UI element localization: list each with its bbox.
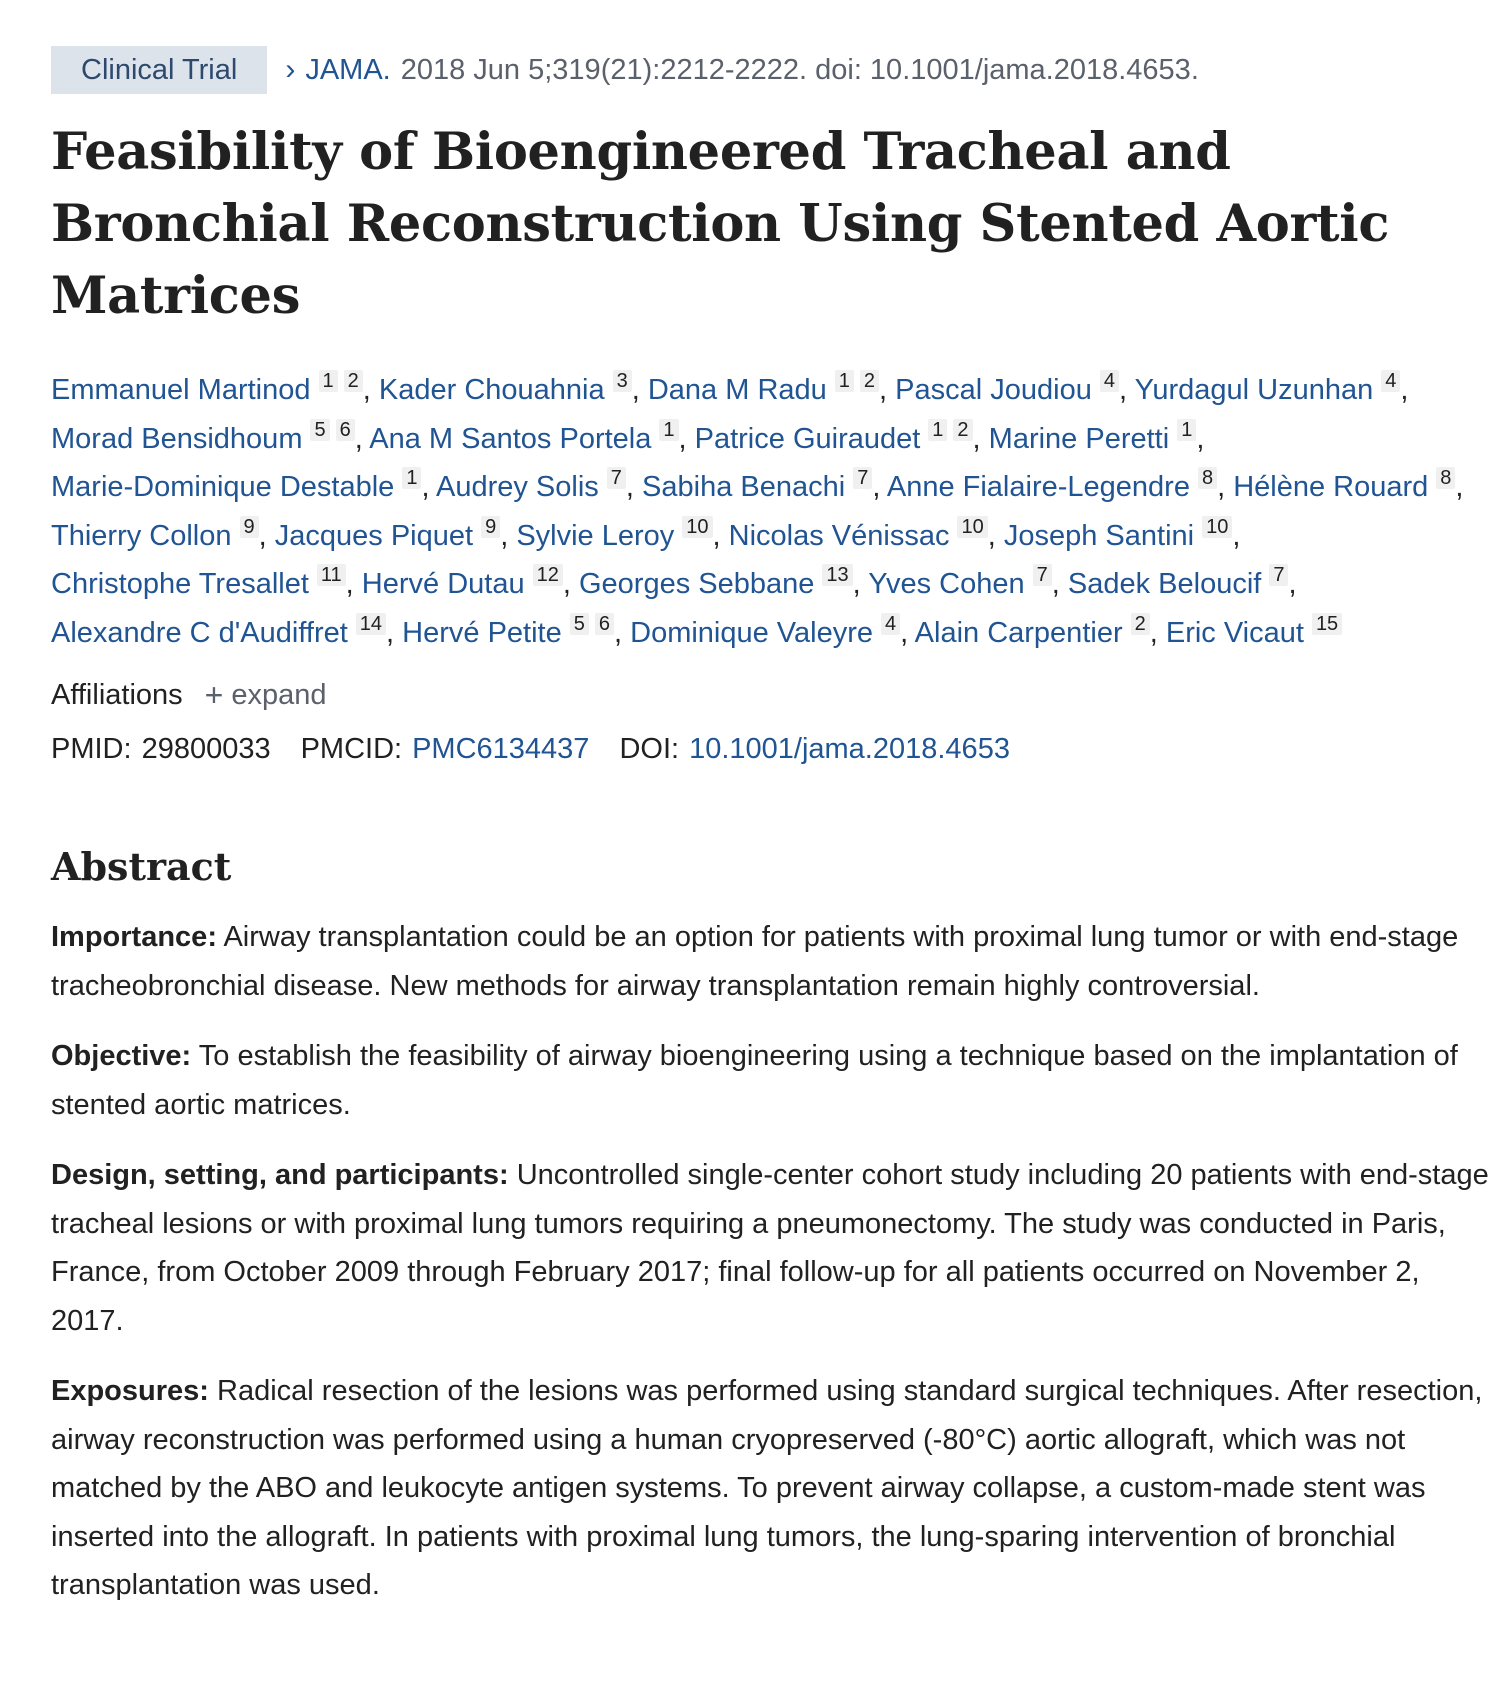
- author-separator: ,: [678, 422, 687, 455]
- author-separator: ,: [258, 519, 267, 552]
- author-link[interactable]: Hélène Rouard: [1233, 471, 1429, 503]
- affiliation-number[interactable]: 2: [953, 419, 972, 441]
- author-link[interactable]: Sylvie Leroy: [516, 519, 675, 552]
- author-separator: ,: [987, 519, 996, 552]
- abstract-heading: Abstract: [51, 844, 232, 889]
- author-link[interactable]: Dominique Valeyre: [630, 616, 873, 649]
- journal-link[interactable]: JAMA.: [305, 53, 391, 86]
- author-item: [694, 418, 981, 455]
- author-separator: ,: [1288, 568, 1297, 600]
- author-separator: ,: [879, 374, 888, 406]
- author-separator: ,: [1455, 471, 1464, 503]
- affiliation-number[interactable]: 7: [853, 467, 872, 489]
- author-link[interactable]: Joseph Santini: [1003, 519, 1195, 552]
- pmid-value: 29800033: [141, 732, 271, 765]
- author-link[interactable]: Anne Fialaire-Legendre: [886, 471, 1190, 503]
- author-link[interactable]: Eric Vicaut: [1165, 616, 1304, 649]
- affiliation-number[interactable]: 3: [613, 370, 632, 392]
- author-item: [51, 612, 395, 649]
- author-item: [886, 467, 1226, 503]
- expand-affiliations-button[interactable]: expand: [231, 678, 327, 711]
- abstract-section-label: Objective:: [51, 1040, 192, 1072]
- author-item: [51, 564, 354, 600]
- affiliation-number[interactable]: 10: [1202, 516, 1232, 538]
- author-item: [369, 418, 687, 455]
- author-link[interactable]: Marine Peretti: [988, 422, 1170, 455]
- author-link[interactable]: Sabiha Benachi: [642, 471, 846, 503]
- affiliation-number[interactable]: 9: [481, 516, 500, 538]
- author-separator: ,: [631, 374, 640, 406]
- author-separator: ,: [362, 374, 371, 406]
- author-separator: ,: [1400, 374, 1409, 406]
- author-separator: ,: [900, 616, 909, 649]
- affiliation-number[interactable]: 8: [1436, 467, 1455, 489]
- author-item: [868, 564, 1060, 600]
- abstract-section-label: Importance:: [51, 921, 217, 953]
- author-item: [51, 418, 363, 455]
- affiliation-number[interactable]: 6: [595, 613, 614, 635]
- affiliation-number[interactable]: 4: [1381, 370, 1400, 392]
- affiliation-number[interactable]: 1: [659, 419, 678, 441]
- affiliations-toggle: [51, 677, 1464, 713]
- author-separator: ,: [562, 568, 571, 600]
- author-separator: ,: [500, 519, 509, 552]
- article-title: Feasibility of Bioengineered Tracheal and Bronchial Reconstruction Using Stented Aortic Matrices: [51, 122, 1390, 326]
- author-link[interactable]: Thierry Collon: [51, 519, 232, 552]
- author-item: [51, 467, 430, 503]
- abstract-section-text: To establish the feasibility of airway bioengineering using a technique based on the implantation of stented aortic matrices.: [51, 1040, 1458, 1121]
- abstract-section-text: Uncontrolled single-center cohort study including 20 patients with end-stage tracheal lesions or with proximal lung tumors requiring a pneumonectomy. The study was conducted in Paris, France, from October 2009 through February 2017; final follow-up for all patients occurred on November 2, 2017.: [51, 1159, 1489, 1337]
- author-item: [1233, 467, 1464, 503]
- affiliation-number[interactable]: 11: [317, 564, 346, 586]
- author-separator: ,: [872, 471, 881, 503]
- affiliation-number[interactable]: 5: [310, 419, 329, 441]
- affiliation-number[interactable]: 10: [957, 516, 987, 538]
- citation-text: 2018 Jun 5;319(21):2212-2222. doi: 10.1001/jama.2018.4653.: [400, 53, 1199, 86]
- abstract-section: [51, 1032, 1491, 1129]
- author-link[interactable]: Hervé Petite: [402, 616, 562, 649]
- author-link[interactable]: Dana M Radu: [647, 374, 827, 406]
- pmcid-label: PMCID:: [300, 732, 403, 765]
- author-link[interactable]: Kader Chouahnia: [378, 374, 605, 406]
- author-link[interactable]: Patrice Guiraudet: [694, 422, 921, 455]
- author-link[interactable]: Christophe Tresallet: [51, 568, 309, 600]
- author-separator: ,: [1232, 519, 1241, 552]
- affiliation-number[interactable]: 1: [402, 467, 421, 489]
- author-item: [1134, 370, 1409, 406]
- abstract-section: [51, 1151, 1491, 1345]
- affiliation-number[interactable]: 14: [356, 613, 386, 635]
- author-link[interactable]: Pascal Joudiou: [895, 374, 1092, 406]
- affiliations-label: Affiliations: [51, 678, 183, 711]
- affiliation-number[interactable]: 1: [1177, 419, 1196, 441]
- author-link[interactable]: Jacques Piquet: [274, 519, 474, 552]
- author-link[interactable]: Marie-Dominique Destable: [51, 471, 395, 503]
- pmid-label: PMID:: [51, 732, 132, 765]
- author-separator: ,: [1118, 374, 1128, 406]
- author-item: [1003, 515, 1241, 552]
- author-item: [435, 467, 634, 503]
- affiliation-number[interactable]: 12: [533, 564, 563, 586]
- affiliation-number[interactable]: 10: [682, 516, 712, 538]
- author-item: [988, 418, 1205, 455]
- author-link[interactable]: Alain Carpentier: [914, 616, 1123, 649]
- chevron-right-icon[interactable]: ›: [285, 53, 296, 86]
- author-item: [361, 564, 571, 600]
- pmcid-link[interactable]: PMC6134437: [412, 732, 590, 765]
- author-separator: ,: [852, 568, 861, 600]
- affiliation-number[interactable]: 4: [881, 613, 900, 635]
- author-item: [728, 515, 996, 552]
- abstract-section: [51, 1367, 1491, 1610]
- author-item: [51, 515, 267, 552]
- author-item: [1067, 564, 1297, 600]
- author-link[interactable]: Nicolas Vénissac: [728, 519, 950, 552]
- affiliation-number[interactable]: 7: [1269, 564, 1288, 586]
- author-item: [51, 370, 371, 406]
- affiliation-number[interactable]: 13: [822, 564, 852, 586]
- affiliation-number[interactable]: 5: [570, 613, 589, 635]
- author-link[interactable]: Hervé Dutau: [361, 568, 525, 600]
- affiliation-number[interactable]: 6: [336, 419, 355, 441]
- author-separator: ,: [1051, 568, 1060, 600]
- plus-icon[interactable]: +: [204, 676, 224, 713]
- affiliation-number[interactable]: 8: [1198, 467, 1217, 489]
- author-link[interactable]: Sadek Beloucif: [1067, 568, 1262, 600]
- abstract-section-text: Radical resection of the lesions was performed using standard surgical techniques. After resection, airway reconstruction was performed using a human cryopreserved (-80°C) aortic allograft, which was not matched by the ABO and leukocyte antigen systems. To prevent airway collapse, a custom-made stent was inserted into the allograft. In patients with proximal lung tumors, the lung-sparing intervention of bronchial transplantation was used.: [51, 1375, 1483, 1601]
- author-item: [647, 370, 888, 406]
- author-separator: ,: [972, 422, 981, 455]
- abstract-body: [51, 913, 1489, 1610]
- author-item: [642, 467, 881, 503]
- doi-label: DOI:: [619, 732, 680, 765]
- doi-link[interactable]: 10.1001/jama.2018.4653: [689, 732, 1010, 765]
- affiliation-number[interactable]: 15: [1312, 613, 1342, 635]
- author-item: [378, 370, 640, 406]
- affiliation-number[interactable]: 2: [860, 370, 879, 392]
- affiliation-number[interactable]: 1: [835, 370, 854, 392]
- publication-type-badge: Clinical Trial: [51, 46, 267, 94]
- abstract-section-text: Airway transplantation could be an option for patients with proximal lung tumor or with end-stage tracheobronchial disease. New methods for airway transplantation remain highly controversial.: [51, 921, 1459, 1002]
- author-separator: ,: [712, 519, 721, 552]
- abstract-section-label: Exposures:: [51, 1375, 209, 1407]
- author-separator: ,: [386, 616, 395, 649]
- affiliation-number[interactable]: 1: [319, 370, 338, 392]
- affiliation-number[interactable]: 2: [344, 370, 363, 392]
- author-separator: ,: [625, 471, 634, 503]
- author-separator: ,: [421, 471, 430, 503]
- abstract-section-label: Design, setting, and participants:: [51, 1159, 509, 1191]
- author-item: [895, 370, 1128, 406]
- authors-list: [51, 366, 1471, 657]
- author-link[interactable]: Yves Cohen: [868, 568, 1025, 600]
- author-separator: ,: [614, 616, 623, 649]
- author-link[interactable]: Alexandre C d'Audiffret: [51, 616, 348, 649]
- author-item: [914, 612, 1158, 649]
- author-link[interactable]: Audrey Solis: [435, 471, 599, 503]
- author-separator: ,: [1149, 616, 1158, 649]
- affiliation-number[interactable]: 2: [1131, 613, 1150, 635]
- citation-line: [51, 46, 1464, 94]
- article-identifiers: [51, 729, 1464, 769]
- affiliation-number[interactable]: 7: [1033, 564, 1052, 586]
- author-link[interactable]: Emmanuel Martinod: [51, 374, 311, 406]
- author-item: [630, 612, 909, 649]
- author-link[interactable]: Ana M Santos Portela: [369, 422, 652, 455]
- abstract-section: [51, 913, 1491, 1010]
- affiliation-number[interactable]: 7: [607, 467, 626, 489]
- author-separator: ,: [1196, 422, 1205, 455]
- author-item: [402, 612, 623, 649]
- author-link[interactable]: Georges Sebbane: [578, 568, 815, 600]
- author-link[interactable]: Yurdagul Uzunhan: [1134, 374, 1374, 406]
- author-separator: ,: [354, 422, 363, 455]
- author-separator: ,: [345, 568, 354, 600]
- affiliation-number[interactable]: 1: [928, 419, 947, 441]
- author-link[interactable]: Morad Bensidhoum: [51, 422, 303, 455]
- author-item: [274, 515, 509, 552]
- author-item: [516, 515, 721, 552]
- affiliation-number[interactable]: 4: [1100, 370, 1119, 392]
- author-item: [1165, 612, 1342, 649]
- author-separator: ,: [1217, 471, 1226, 503]
- affiliation-number[interactable]: 9: [240, 516, 259, 538]
- author-item: [578, 564, 861, 600]
